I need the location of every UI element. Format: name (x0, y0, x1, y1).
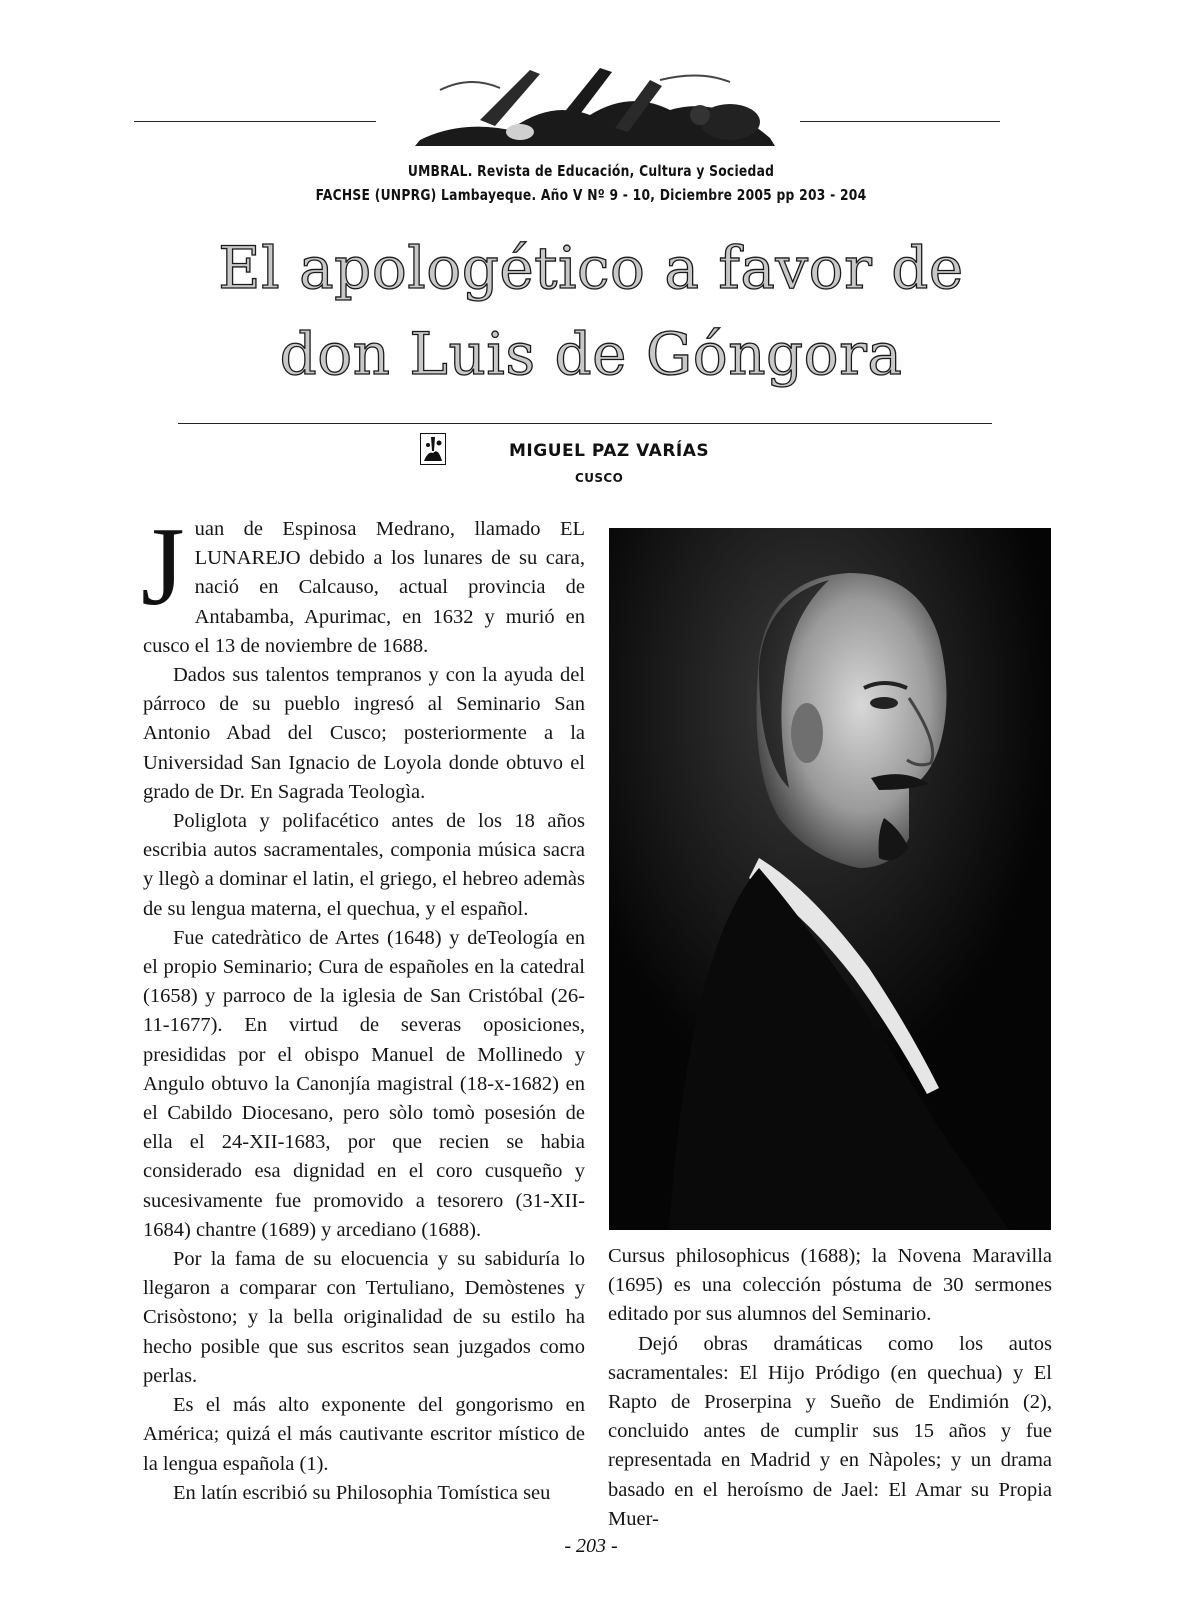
paragraph-6: Es el más alto exponente del gongorismo en América; quizá el más cautivante escritor místico de la lengua española (1). (143, 1394, 585, 1475)
article-title-line2: don Luis de Góngora (279, 320, 903, 388)
author-name: MIGUEL PAZ VARÍAS (509, 441, 710, 461)
header-ornament-icon (400, 60, 790, 150)
header-rule-left (134, 121, 376, 122)
author-location: CUSCO (575, 471, 624, 485)
paragraph-2: Dados sus talentos tempranos y con la ayuda del párroco de su pueblo ingresó al Seminario San Antonio Abad del Cusco; posteriormente a la Universidad San Ignacio de Loyola donde obtuvo el grado de Dr. En Sagrada Teologìa. (143, 664, 585, 803)
article-title-line1: El apologético a favor de (218, 234, 964, 302)
right-paragraph-2: Dejó obras dramáticas como los autos sacramentales: El Hijo Pródigo (en quechua) y El Rapto de Proserpina y Sueño de Endimión (2), concluido antes de cumplir sus 15 años y fue representada en Madrid y en Nàpoles; y un drama basado en el heroísmo de Jael: El Amar su Propia Muer- (608, 1332, 1052, 1530)
journal-name: UMBRAL. Revista de Educación, Cultura y Sociedad (407, 162, 775, 180)
paragraph-1 (141, 505, 585, 661)
paragraph-5: Por la fama de su elocuencia y su sabiduría lo llegaron a comparar con Tertuliano, Demòstenes y Crisòstono; y la bella originalidad de su estilo ha hecho posible que sus escritos sean juzgados como perlas. (143, 1248, 585, 1387)
paragraph-3: Poliglota y polifacético antes de los 18 años escribia autos sacramentales, componia música sacra y llegò a dominar el latin, el griego, el hebreo ademàs de su lengua materna, el quechua, y el español. (143, 810, 585, 920)
page-number: - 203 - (564, 1535, 618, 1557)
right-column (608, 1242, 1052, 1534)
journal-issue: FACHSE (UNPRG) Lambayeque. Año V Nº 9 - 10, Diciembre 2005 pp 203 - 204 (315, 186, 867, 204)
header-rule-right (800, 121, 1000, 122)
paragraph-7: En latín escribió su Philosophia Tomística seu (173, 1481, 551, 1504)
paragraph-1-text: uan de Espinosa Medrano, llamado EL LUNAREJO debido a los lunares de su cara, nació en Calcauso, actual provincia de Antabamba, Apurimac, en 1632 y murió en cusco el 13 de noviembre de 1688. (143, 518, 585, 657)
author-emblem-icon (420, 433, 446, 465)
title-rule (178, 423, 992, 424)
right-paragraph-1: Cursus philosophicus (1688); la Novena Maravilla (1695) es una colección póstuma de 30 sermones editado por sus alumnos del Seminario. (608, 1245, 1052, 1326)
paragraph-4: Fue catedràtico de Artes (1648) y deTeología en el propio Seminario; Cura de españoles en la catedral (1658) y parroco de la iglesia de San Cristóbal (26-11-1677). En virtud de severas oposiciones, presididas por el obispo Manuel de Mollinedo y Angulo obtuvo la Canonjía magistral (18-x-1682) en el Cabildo Diocesano, pero sòlo tomò posesión de ella el 24-XII-1683, por que recien se habia considerado esa dignidad en el coro cusqueño y sucesivamente fue promovido a tesorero (31-XII-1684) chantre (1689) y arcediano (1688). (143, 926, 585, 1241)
portrait-image (609, 528, 1051, 1230)
dropcap: J (141, 505, 185, 629)
left-column (141, 505, 585, 1508)
